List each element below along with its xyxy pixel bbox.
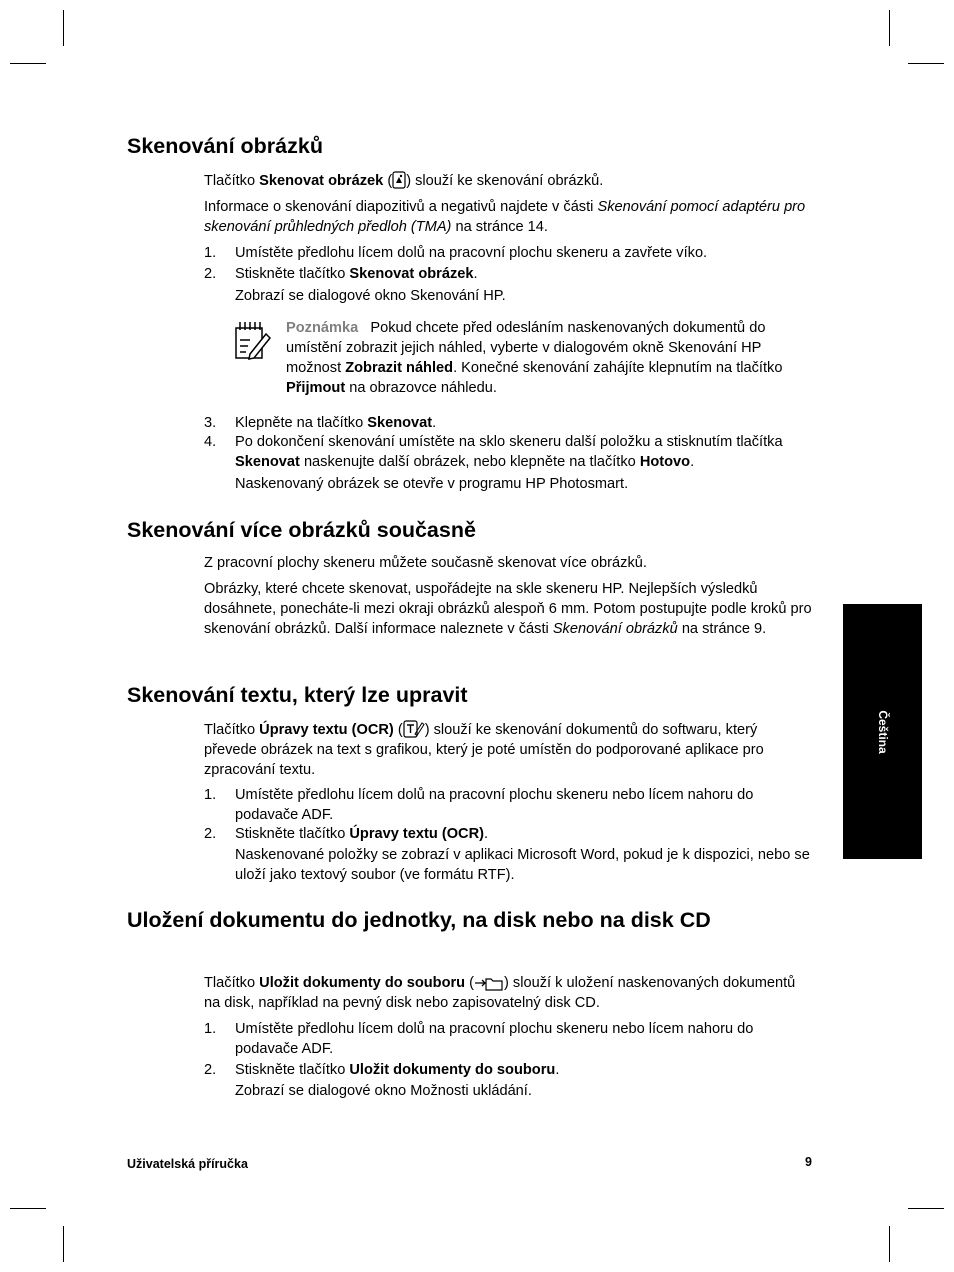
edit-text-ocr-icon bbox=[403, 720, 425, 738]
paragraph: Tlačítko Uložit dokumenty do souboru ( ) slouží k uložení naskenovaných dokumentů na disk, například na pevný disk nebo zapisovatelný disk CD. bbox=[204, 975, 796, 1011]
paragraph: Informace o skenování diapozitivů a negativů najdete v části Skenování pomocí adaptéru pro skenování průhledných předloh (TMA) na stránce 14. bbox=[204, 199, 806, 235]
crop-mark bbox=[889, 10, 890, 46]
crop-mark bbox=[908, 63, 944, 64]
language-side-tab bbox=[843, 604, 922, 859]
footer-title: Uživatelská příručka bbox=[127, 1157, 248, 1171]
crop-mark bbox=[63, 1226, 64, 1262]
crop-mark bbox=[10, 63, 46, 64]
heading-scan-multiple: Skenování více obrázků současně bbox=[127, 518, 476, 542]
heading-scan-text: Skenování textu, který lze upravit bbox=[127, 683, 468, 707]
note-label: Poznámka bbox=[286, 320, 359, 336]
paragraph: Tlačítko Úpravy textu (OCR) ( ) slouží ke skenování dokumentů do softwaru, který převede obrázek na text s grafikou, který je poté umístěn do podporované aplikace pro zpracování textu. bbox=[204, 722, 764, 778]
note-icon bbox=[232, 320, 272, 362]
paragraph: Tlačítko Skenovat obrázek ( ) slouží ke skenování obrázků. bbox=[204, 173, 604, 189]
scan-image-icon bbox=[392, 171, 406, 189]
save-to-file-icon bbox=[474, 975, 504, 991]
side-tab-label: Čeština bbox=[875, 709, 890, 754]
heading-save-document: Uložení dokumentu do jednotky, na disk nebo na disk CD bbox=[127, 908, 711, 932]
crop-mark bbox=[10, 1208, 46, 1209]
page-number: 9 bbox=[805, 1155, 812, 1169]
crop-mark bbox=[908, 1208, 944, 1209]
crop-mark bbox=[889, 1226, 890, 1262]
paragraph: Obrázky, které chcete skenovat, uspořádejte na skle skeneru HP. Nejlepších výsledků dosáhnete, ponecháte-li mezi okraji obrázků alespoň 6 mm. Potom postupujte podle kroků pro skenování obrázků. Další informace naleznete v části Skenování obrázků na stránce 9. bbox=[204, 581, 812, 637]
crop-mark bbox=[63, 10, 64, 46]
heading-scan-images: Skenování obrázků bbox=[127, 134, 323, 158]
paragraph: Z pracovní plochy skeneru můžete současně skenovat více obrázků. bbox=[204, 555, 647, 571]
